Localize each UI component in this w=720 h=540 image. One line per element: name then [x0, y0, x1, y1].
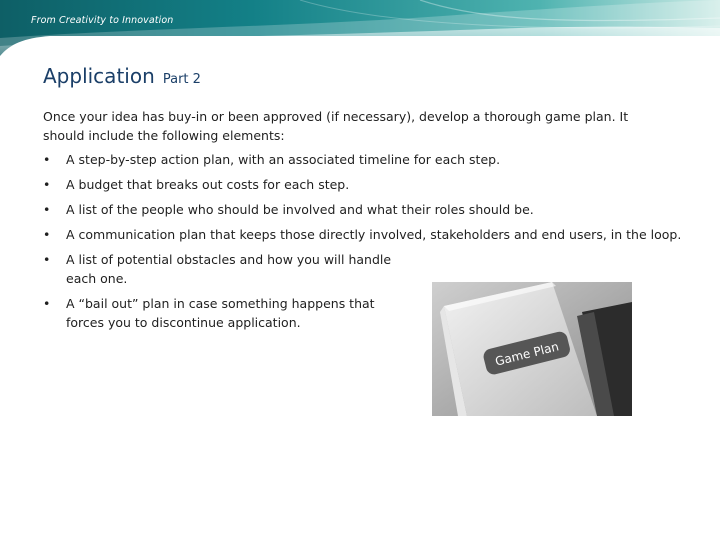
slide-title	[43, 64, 201, 88]
bullet-item	[43, 150, 683, 169]
game-plan-label: Game Plan	[493, 339, 561, 369]
intro-paragraph: Once your idea has buy-in or been approved (if necessary), develop a thorough game plan. It should include the following elements:	[43, 109, 629, 143]
header-text: From Creativity to Innovation	[31, 15, 174, 26]
bullet-item	[43, 250, 411, 288]
bullet-marker: •	[43, 227, 51, 242]
bullet-text: A communication plan that keeps those directly involved, stakeholders and end users, in the loop.	[66, 227, 682, 242]
bullet-marker: •	[43, 152, 51, 167]
bullet-text: A “bail out” plan in case something happens that forces you to discontinue application.	[66, 296, 375, 330]
header-banner	[0, 0, 720, 62]
bullet-item	[43, 175, 683, 194]
game-plan-binder-image	[432, 282, 632, 416]
bullet-text: A list of the people who should be involved and what their roles should be.	[66, 202, 534, 217]
bullet-marker: •	[43, 252, 51, 267]
bullet-item	[43, 225, 683, 244]
title-main: Application	[43, 64, 155, 88]
bullet-text: A step-by-step action plan, with an associated timeline for each step.	[66, 152, 501, 167]
bullet-item	[43, 200, 683, 219]
bullet-text: A budget that breaks out costs for each step.	[66, 177, 350, 192]
bullet-item	[43, 294, 411, 332]
bullet-marker: •	[43, 177, 51, 192]
bullet-marker: •	[43, 296, 51, 311]
bullet-text: A list of potential obstacles and how you will handle each one.	[66, 252, 392, 286]
bullet-marker: •	[43, 202, 51, 217]
title-sub: Part 2	[162, 72, 201, 87]
